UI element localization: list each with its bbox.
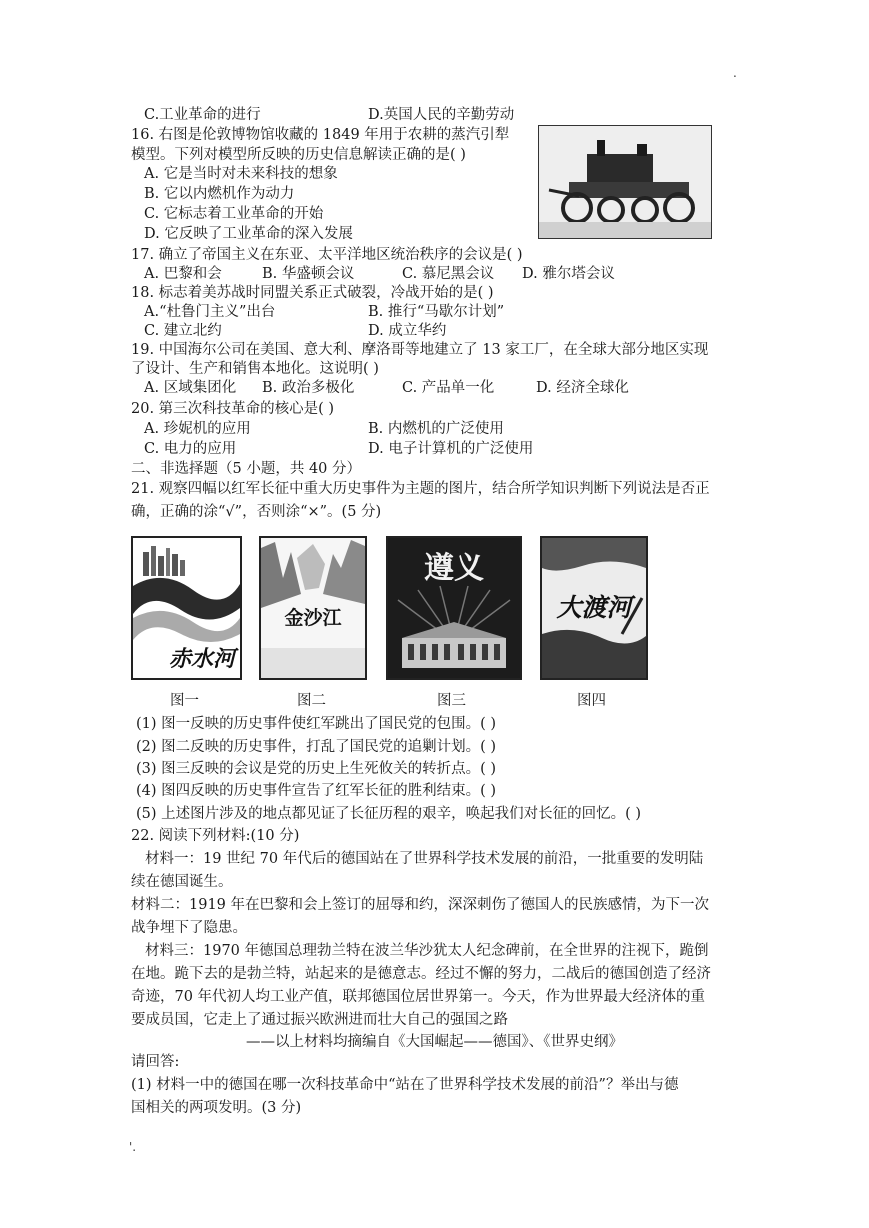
picture-jinsha-label: 金沙江 xyxy=(284,607,342,629)
q22-sub1-line2: 国相关的两项发明。(3 分) xyxy=(131,1100,302,1116)
q22-sub1-line1: (1) 材料一中的德国在哪一次科技革命中“站在了世界科学技术发展的前沿”？举出与德 xyxy=(131,1077,679,1093)
picture-dadu-river xyxy=(540,536,648,680)
q20-stem: 20. 第三次科技革命的核心是( ) xyxy=(131,401,335,417)
q17-option-c: C. 慕尼黑会议 xyxy=(402,266,495,282)
q21-item-2: (2) 图二反映的历史事件，打乱了国民党的追剿计划。( ) xyxy=(136,739,497,755)
q17-option-a: A. 巴黎和会 xyxy=(144,266,222,282)
material-2-line1: 材料二：1919 年在巴黎和会上签订的屈辱和约，深深刺伤了德国人的民族感情，为下一次 xyxy=(131,897,710,913)
material-1-line1: 材料一：19 世纪 70 年代后的德国站在了世界科学技术发展的前沿，一批重要的发明陆 xyxy=(145,851,704,867)
corner-mark-top: . xyxy=(733,66,737,80)
q15-option-d: D.英国人民的辛勤劳动 xyxy=(368,107,515,123)
material-1-line2: 续在德国诞生。 xyxy=(131,874,233,890)
q16-stem-line2: 模型。下列对模型所反映的历史信息解读正确的是( ) xyxy=(131,147,466,163)
section-heading-non-choice: 二、非选择题（5 小题，共 40 分） xyxy=(131,461,362,477)
caption-figure-1: 图一 xyxy=(170,693,199,709)
q19-option-b: B. 政治多极化 xyxy=(262,380,355,396)
q21-stem-line2: 确，正确的涂“√”，否则涂“×”。(5 分) xyxy=(131,504,382,520)
q15-option-c: C.工业革命的进行 xyxy=(144,107,261,123)
picture-chishui-river xyxy=(131,536,242,680)
steam-plough-model-photo xyxy=(538,125,712,239)
q18-option-d: D. 成立华约 xyxy=(368,323,447,339)
q18-option-c: C. 建立北约 xyxy=(144,323,222,339)
q16-option-c: C. 它标志着工业革命的开始 xyxy=(144,206,324,222)
q20-option-a: A. 珍妮机的应用 xyxy=(144,421,251,437)
material-source: ——以上材料均摘编自《大国崛起——德国》、《世界史纲》 xyxy=(246,1034,623,1050)
q17-option-b: B. 华盛顿会议 xyxy=(262,266,355,282)
q19-stem-line2: 了设计、生产和销售本地化。这说明( ) xyxy=(131,361,379,377)
q19-stem-line1: 19. 中国海尔公司在美国、意大利、摩洛哥等地建立了 13 家工厂，在全球大部分地区实现 xyxy=(131,342,709,358)
q16-option-b: B. 它以内燃机作为动力 xyxy=(144,186,295,202)
material-2-line2: 战争埋下了隐患。 xyxy=(131,920,247,936)
q18-option-b: B. 推行“马歇尔计划” xyxy=(368,304,505,320)
q18-stem: 18. 标志着美苏战时同盟关系正式破裂，冷战开始的是( ) xyxy=(131,285,494,301)
q21-stem-line1: 21. 观察四幅以红军长征中重大历史事件为主题的图片，结合所学知识判断下列说法是否正 xyxy=(131,481,710,497)
picture-dadu-label: 大渡河 xyxy=(556,593,632,622)
material-3-line4: 要成员国，它走上了通过振兴欧洲进而壮大自己的强国之路 xyxy=(131,1012,508,1028)
picture-zunyi-label: 遵义 xyxy=(424,551,484,586)
q21-item-4: (4) 图四反映的历史事件宣告了红军长征的胜利结束。( ) xyxy=(136,783,497,799)
q17-option-d: D. 雅尔塔会议 xyxy=(522,266,615,282)
caption-figure-2: 图二 xyxy=(297,693,326,709)
caption-figure-4: 图四 xyxy=(577,693,606,709)
caption-figure-3: 图三 xyxy=(437,693,466,709)
q16-stem-line1: 16. 右图是伦敦博物馆收藏的 1849 年用于农耕的蒸汽引犁 xyxy=(131,127,510,143)
q20-option-d: D. 电子计算机的广泛使用 xyxy=(368,441,534,457)
q20-option-b: B. 内燃机的广泛使用 xyxy=(368,421,504,437)
q19-option-d: D. 经济全球化 xyxy=(536,380,629,396)
q21-item-5: (5) 上述图片涉及的地点都见证了长征历程的艰辛，唤起我们对长征的回忆。( ) xyxy=(136,806,642,822)
q20-option-c: C. 电力的应用 xyxy=(144,441,237,457)
q21-item-3: (3) 图三反映的会议是党的历史上生死攸关的转折点。( ) xyxy=(136,761,497,777)
picture-zunyi xyxy=(386,536,522,680)
q19-option-a: A. 区域集团化 xyxy=(144,380,237,396)
material-3-line1: 材料三：1970 年德国总理勃兰特在波兰华沙犹太人纪念碑前，在全世界的注视下，跪倒 xyxy=(145,943,709,959)
q17-stem: 17. 确立了帝国主义在东亚、太平洋地区统治秩序的会议是( ) xyxy=(131,247,523,263)
q16-option-d: D. 它反映了工业革命的深入发展 xyxy=(144,226,353,242)
q22-please-answer: 请回答: xyxy=(131,1054,180,1070)
material-3-line2: 在地。跪下去的是勃兰特，站起来的是德意志。经过不懈的努力，二战后的德国创造了经济 xyxy=(131,966,711,982)
picture-jinsha-river xyxy=(259,536,367,680)
q22-stem: 22. 阅读下列材料:(10 分) xyxy=(131,828,300,844)
material-3-line3: 奇迹，70 年代初人均工业产值，联邦德国位居世界第一。今天，作为世界最大经济体的重 xyxy=(131,989,706,1005)
q18-option-a: A.“杜鲁门主义”出台 xyxy=(144,304,276,320)
q16-option-a: A. 它是当时对未来科技的想象 xyxy=(144,166,338,182)
picture-chishui-label: 赤水河 xyxy=(168,647,235,672)
q21-item-1: (1) 图一反映的历史事件使红军跳出了国民党的包围。( ) xyxy=(136,716,497,732)
q19-option-c: C. 产品单一化 xyxy=(402,380,495,396)
corner-mark-bottom: '. xyxy=(129,1140,137,1154)
